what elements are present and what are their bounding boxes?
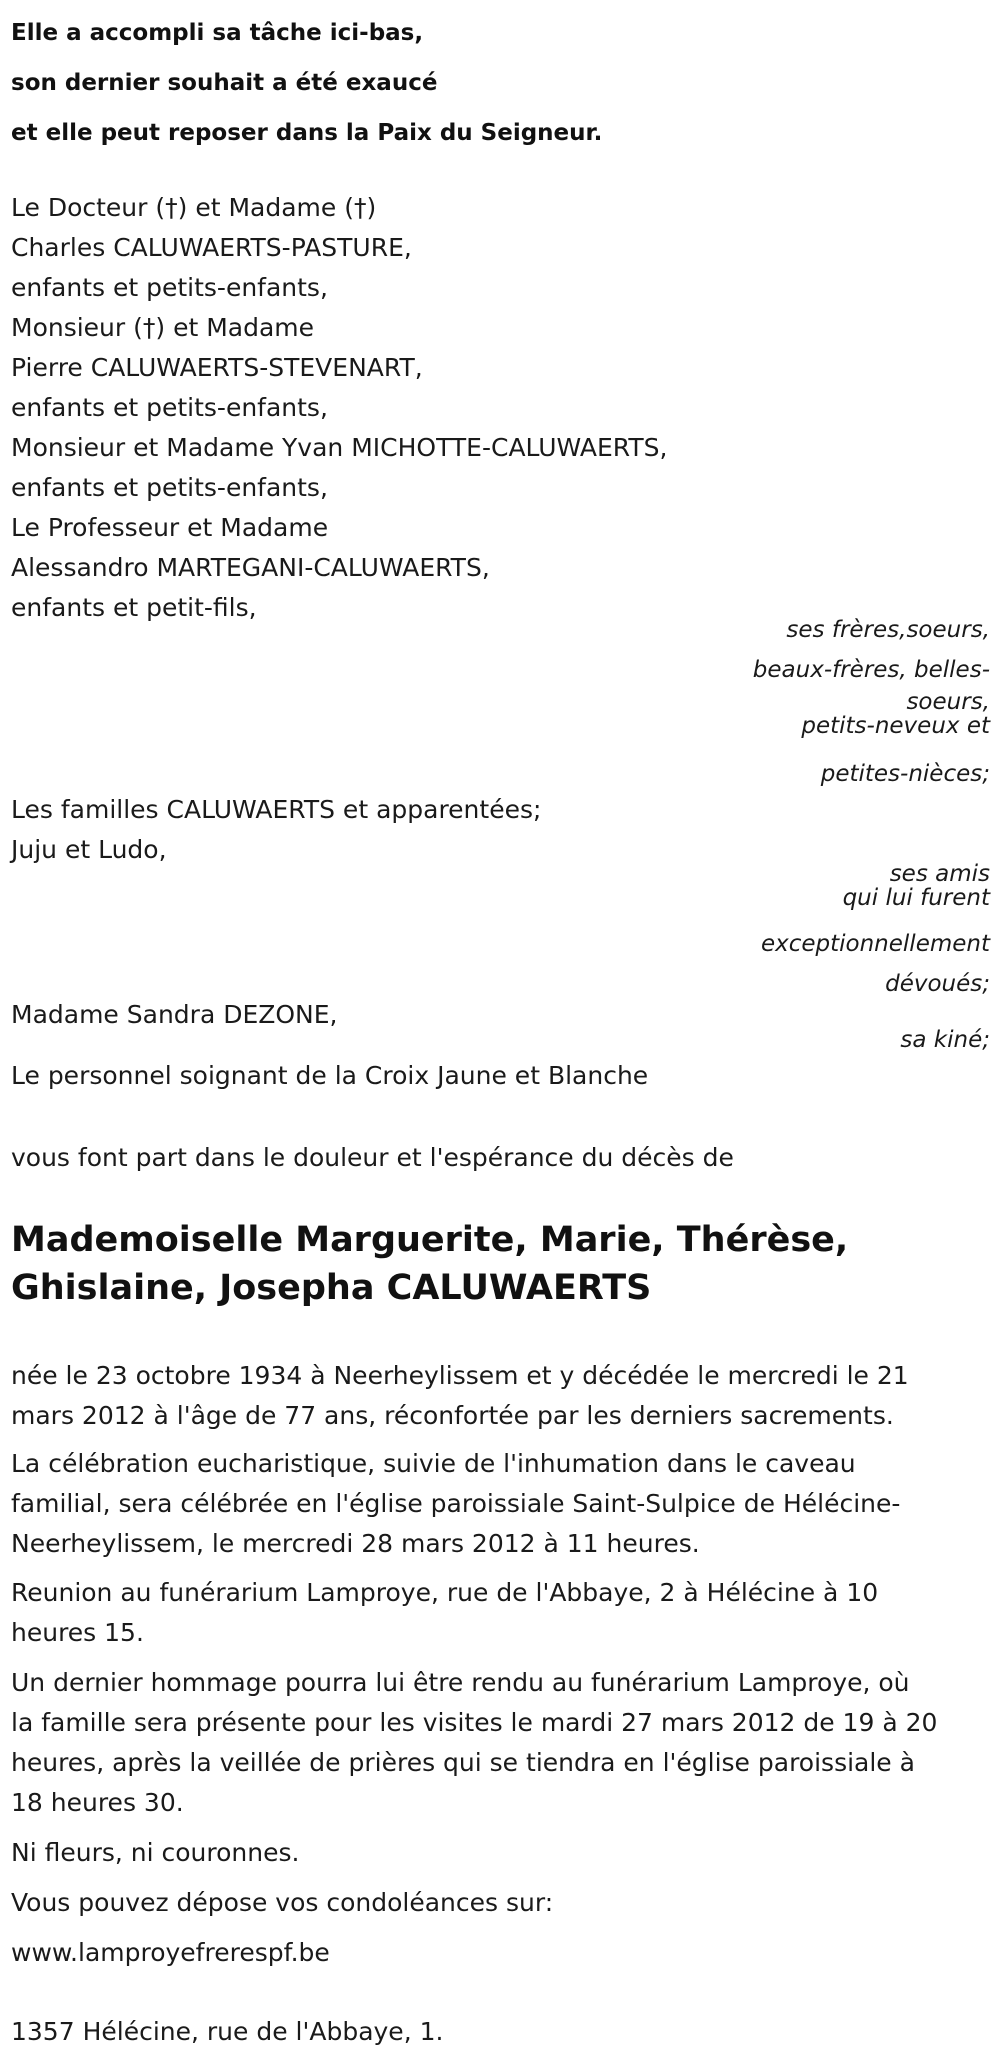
friends-note-line: ses amis <box>889 861 990 887</box>
friends-note-line: qui lui furent <box>842 885 990 911</box>
epigraph-line-2: son dernier souhait a été exaucé <box>11 70 438 96</box>
siblings-note <box>753 610 990 794</box>
epigraph-line-1: Elle a accompli sa tâche ici-bas, <box>11 20 424 46</box>
paragraph-line: heures, après la veillée de prières qui se tiendra en l'église paroissiale à <box>11 1748 915 1777</box>
birth-death-paragraph <box>11 1356 909 1436</box>
physio-note: sa kiné; <box>900 1027 990 1053</box>
family-line: enfants et petit-fils, <box>11 593 257 622</box>
paragraph-line: mars 2012 à l'âge de 77 ans, réconfortée par les derniers sacrements. <box>11 1401 894 1430</box>
paragraph-line: la famille sera présente pour les visites le mardi 27 mars 2012 de 19 à 20 <box>11 1708 938 1737</box>
deceased-name-line-2: Ghislaine, Josepha CALUWAERTS <box>11 1268 652 1308</box>
website-link[interactable]: www.lamproyefrerespf.be <box>11 1938 330 1967</box>
siblings-note-line: soeurs, <box>906 689 990 715</box>
paragraph-line: Reunion au funérarium Lamproye, rue de l'Abbaye, 2 à Hélécine à 10 <box>11 1578 879 1607</box>
siblings-note-line: beaux-frères, belles- <box>752 657 990 683</box>
friends-note-line: exceptionnellement <box>760 931 990 957</box>
paragraph-line: Un dernier hommage pourra lui être rendu au funérarium Lamproye, où <box>11 1668 910 1697</box>
announcement-line: vous font part dans le douleur et l'espérance du décès de <box>11 1143 734 1172</box>
paragraph-line: La célébration eucharistique, suivie de l'inhumation dans le caveau <box>11 1449 856 1478</box>
family-list <box>11 188 667 628</box>
homage-paragraph <box>11 1663 937 1823</box>
family-line: Alessandro MARTEGANI-CALUWAERTS, <box>11 553 490 582</box>
family-line: enfants et petits-enfants, <box>11 393 328 422</box>
paragraph-line: 18 heures 30. <box>11 1788 184 1817</box>
siblings-note-line: petites-nièces; <box>820 761 990 787</box>
epigraph-line-3: et elle peut reposer dans la Paix du Seigneur. <box>11 120 603 146</box>
paragraph-line: Neerheylissem, le mercredi 28 mars 2012 à 11 heures. <box>11 1529 700 1558</box>
family-line: Charles CALUWAERTS-PASTURE, <box>11 233 412 262</box>
friends-line: Juju et Ludo, <box>11 835 167 864</box>
siblings-note-line: petits-neveux et <box>801 713 990 739</box>
deceased-name-line-1: Mademoiselle Marguerite, Marie, Thérèse, <box>11 1220 849 1260</box>
address-line: 1357 Hélécine, rue de l'Abbaye, 1. <box>11 2017 444 2046</box>
epigraph <box>11 8 602 158</box>
family-line: Le Professeur et Madame <box>11 513 329 542</box>
family-line: enfants et petits-enfants, <box>11 273 328 302</box>
deceased-name <box>11 1216 848 1312</box>
friends-note <box>761 862 990 1004</box>
family-line: enfants et petits-enfants, <box>11 473 328 502</box>
family-line: Monsieur (†) et Madame <box>11 313 315 342</box>
staff-line: Le personnel soignant de la Croix Jaune et Blanche <box>11 1061 649 1090</box>
no-flowers-line: Ni fleurs, ni couronnes. <box>11 1838 300 1867</box>
physio-line: Madame Sandra DEZONE, <box>11 1000 338 1029</box>
family-line: Monsieur et Madame Yvan MICHOTTE-CALUWAERTS, <box>11 433 668 462</box>
families-line: Les familles CALUWAERTS et apparentées; <box>11 795 542 824</box>
paragraph-line: heures 15. <box>11 1618 144 1647</box>
family-line: Pierre CALUWAERTS-STEVENART, <box>11 353 423 382</box>
siblings-note-line: ses frères,soeurs, <box>786 617 990 643</box>
family-line: Le Docteur (†) et Madame (†) <box>11 193 377 222</box>
celebration-paragraph <box>11 1444 900 1564</box>
friends-note-line: dévoués; <box>885 971 990 997</box>
paragraph-line: familial, sera célébrée en l'église paroissiale Saint-Sulpice de Hélécine- <box>11 1489 901 1518</box>
condolences-line: Vous pouvez dépose vos condoléances sur: <box>11 1888 554 1917</box>
reunion-paragraph <box>11 1573 878 1653</box>
paragraph-line: née le 23 octobre 1934 à Neerheylissem et y décédée le mercredi le 21 <box>11 1361 909 1390</box>
